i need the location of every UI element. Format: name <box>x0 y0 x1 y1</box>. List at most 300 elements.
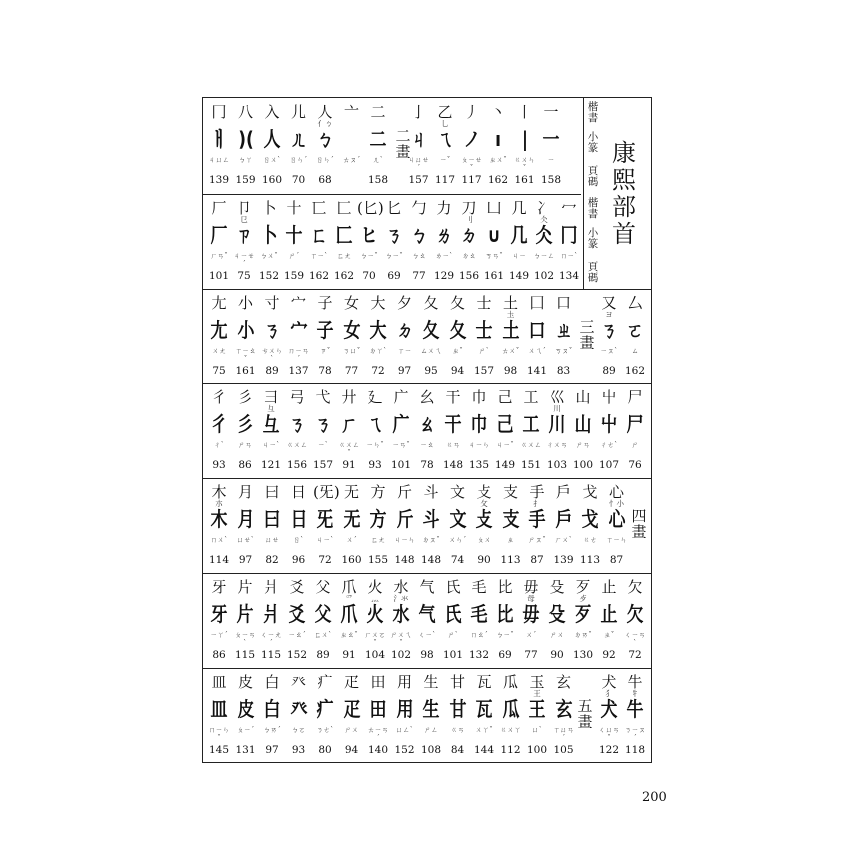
radical-kaishu: 入 <box>264 103 280 121</box>
radical-reading: ㄙ <box>631 347 639 355</box>
radical-page-ref: 139 <box>553 554 574 566</box>
radical-page-ref: 78 <box>318 365 332 377</box>
radical-page-ref: 90 <box>550 649 564 661</box>
radical-cell <box>207 98 231 194</box>
radical-page-ref: 100 <box>572 459 594 471</box>
radical-page-ref: 72 <box>371 365 385 377</box>
radical-cell <box>234 478 258 574</box>
legend-kai-label: 楷書 <box>587 101 599 124</box>
radical-seal: 比 <box>496 602 514 626</box>
radical-reading: ㄆㄨ <box>477 536 491 544</box>
radical-reading: ㄍㄨㄥ <box>520 441 542 449</box>
radical-kaishu: 皮 <box>237 673 253 691</box>
radical-seal: 心 <box>608 507 625 531</box>
radical-seal: 犬 <box>600 697 618 721</box>
radical-variant: 爫 <box>345 594 353 603</box>
radical-seal: 方 <box>369 507 387 531</box>
radical-reading: ㄙㄨㄟ <box>420 347 442 355</box>
radical-kaishu: 巛 <box>549 388 565 406</box>
radical-cell <box>482 194 506 290</box>
radical-reading: ㄕˋ <box>478 347 490 355</box>
radical-reading: ㄕˊ <box>288 252 300 260</box>
radical-cell <box>311 573 335 669</box>
radical-seal: 尸 <box>626 412 644 436</box>
radical-cell <box>282 194 306 290</box>
radical-kaishu: 疋 <box>343 673 359 691</box>
radical-page-ref: 72 <box>318 554 332 566</box>
radical-page-ref: 141 <box>526 365 548 377</box>
radical-variant: 亻ㄅ <box>317 119 333 128</box>
radical-page-ref: 122 <box>598 744 620 756</box>
radical-seal: 皿 <box>210 697 228 721</box>
radical-kaishu: 屮 <box>601 388 617 406</box>
radical-seal: 无 <box>343 507 360 531</box>
radical-kaishu: 匸 <box>311 199 327 217</box>
radical-seal: 几 <box>510 223 528 247</box>
radical-cell <box>525 668 549 764</box>
radical-seal: 文 <box>449 507 466 531</box>
radical-page-ref: 95 <box>424 365 438 377</box>
legend-page-label: 頁碼 <box>587 261 599 284</box>
radical-seal: 牙 <box>210 602 228 626</box>
radical-kaishu: 彐 <box>263 388 279 406</box>
radical-reading: ㄕㄥ <box>424 726 438 734</box>
radical-reading: ㄨㄚˇ <box>475 726 493 734</box>
radical-seal: ㄗ <box>235 223 253 247</box>
radical-seal: ㄋ <box>314 412 332 436</box>
radical-kaishu: 田 <box>370 673 386 691</box>
radical-cell <box>457 194 481 290</box>
radical-reading: ㄅㄧㄥ <box>533 252 555 260</box>
radical-kaishu: 方 <box>370 483 386 501</box>
radical-reading: ㄊㄡˊ <box>342 156 361 164</box>
radical-seal: 女 <box>343 318 360 342</box>
radical-seal: ㄟ <box>366 412 384 436</box>
radical-page-ref: 162 <box>487 174 509 186</box>
radical-kaishu: 勹 <box>411 199 427 217</box>
radical-seal: ㄋ <box>600 318 618 342</box>
radical-page-ref: 84 <box>450 744 465 756</box>
radical-cell <box>366 98 390 194</box>
radical-page-ref: 130 <box>572 649 594 661</box>
radical-cell <box>207 668 231 764</box>
radical-cell <box>287 98 311 194</box>
radical-seal: 夂 <box>449 318 466 342</box>
legend-kai-label: 楷書 <box>587 197 599 220</box>
radical-kaishu: 歹 <box>575 578 591 596</box>
radical-kaishu: 幺 <box>419 388 435 406</box>
radical-seal: ㄛ <box>626 318 644 342</box>
radical-page-ref: 80 <box>318 744 332 756</box>
radical-page-ref: 155 <box>367 554 389 566</box>
radical-seal: 木 <box>210 507 228 531</box>
radical-cell <box>493 383 517 479</box>
radical-seal: ㄉ <box>396 318 413 342</box>
radical-reading: ㄩˋ <box>531 726 543 734</box>
radical-cell <box>605 478 629 574</box>
radical-reading: ㄖㄣˊ <box>316 156 334 164</box>
radical-reading: ㄅㄧˇ <box>496 631 514 639</box>
radical-page-ref: 77 <box>412 270 426 282</box>
radical-page-ref: 97 <box>265 744 279 756</box>
radical-cell <box>493 573 517 669</box>
radical-page-ref: 102 <box>390 649 412 661</box>
radical-page-ref: 148 <box>442 459 464 471</box>
radical-reading: ㄆㄧㄢˋ <box>234 631 256 647</box>
radical-reading: ㄑㄧˋ <box>418 631 436 639</box>
radical-cell <box>499 478 523 574</box>
radical-variant: 攵 <box>480 499 488 508</box>
radical-seal: ㄌ <box>435 223 453 247</box>
radical-reading: ㄐㄩㄝˊ <box>408 156 429 172</box>
radical-reading: ㄩㄝ <box>265 536 279 544</box>
radical-reading: ㄐㄧㄣ <box>468 441 490 449</box>
radical-cell <box>623 573 647 669</box>
radical-reading: ㄖˋ <box>293 536 304 544</box>
radical-seal: ㄏ <box>340 412 358 436</box>
radical-reading: ㄧˋ <box>317 441 329 449</box>
radical-kaishu: 冖 <box>561 199 577 217</box>
radical-seal: ㄓ <box>555 318 572 342</box>
radical-variant: 川 <box>553 404 561 413</box>
radical-page-ref: 114 <box>208 554 230 566</box>
radical-reading: ㄕㄢ <box>238 441 252 449</box>
radical-kaishu: 廾 <box>341 388 357 406</box>
radical-reading: ㄇㄨˋ <box>210 536 228 544</box>
radical-page-ref: 139 <box>208 174 230 186</box>
radical-page-ref: 144 <box>473 744 495 756</box>
radical-seal: 爪 <box>340 602 358 626</box>
radical-reading: ㄆㄧˊ <box>236 726 255 734</box>
radical-kaishu: 彳 <box>211 388 227 406</box>
radical-page-ref: 156 <box>286 459 308 471</box>
radical-page-ref: 134 <box>558 270 580 282</box>
radical-reading: ㄑㄧㄢˋ <box>624 631 646 647</box>
radical-cell <box>340 668 364 764</box>
radical-page-ref: 157 <box>473 365 495 377</box>
radical-page-ref: 135 <box>468 459 490 471</box>
radical-reading: ㄐㄧㄝˊ <box>233 252 255 268</box>
radical-cell <box>389 573 413 669</box>
radical-cell <box>393 478 417 574</box>
radical-reading: ㄐㄩㄥ <box>208 156 230 164</box>
radical-reading: ㄔˋ <box>213 441 225 449</box>
radical-kaishu: 厂 <box>211 199 227 217</box>
radical-cell <box>260 478 284 574</box>
radical-seal: 川 <box>548 412 566 436</box>
radical-seal: 癶 <box>290 697 307 721</box>
radical-kaishu: 八 <box>237 103 253 121</box>
radical-seal: )( <box>237 127 254 151</box>
radical-cell <box>285 573 309 669</box>
radical-cell <box>233 573 257 669</box>
radical-reading: ㄑㄩㄢˇ <box>598 726 620 742</box>
radical-kaishu: 囗 <box>529 294 545 312</box>
radical-variant: 刂 <box>465 215 473 224</box>
radical-kaishu: 弓 <box>289 388 305 406</box>
radical-kaishu: 牙 <box>211 578 227 596</box>
radical-cell <box>340 478 364 574</box>
radical-reading: ㄨˊ <box>525 631 537 639</box>
radical-page-ref: 121 <box>260 459 282 471</box>
radical-kaishu: 毋 <box>523 578 539 596</box>
radical-reading: ㄏㄨˋ <box>554 536 573 544</box>
radical-page-ref: 149 <box>494 459 516 471</box>
radical-kaishu: 冫 <box>536 199 552 217</box>
radical-page-ref: 75 <box>212 365 226 377</box>
radical-page-ref: 160 <box>261 174 283 186</box>
radical-seal: ㄅ <box>410 223 428 247</box>
radical-kaishu: 木 <box>211 483 227 501</box>
radical-reading: ㄦˋ <box>372 156 384 164</box>
radical-reading: ㄐㄧˋ <box>316 536 334 544</box>
radical-seal: ㄋ <box>263 318 281 342</box>
radical-kaishu: 宀 <box>290 294 306 312</box>
radical-reading: ㄨㄣˊ <box>448 536 467 544</box>
radical-kaishu: 冂 <box>211 103 227 121</box>
radical-variant: 扌 <box>533 499 541 508</box>
radical-kaishu: 玄 <box>555 673 571 691</box>
radical-cell <box>432 194 456 290</box>
radical-kaishu: 爻 <box>289 578 305 596</box>
legend-seal-label: 小篆 <box>587 227 599 250</box>
stroke-count-label: 二 畫 <box>395 127 411 161</box>
radical-seal: 斤 <box>396 507 413 531</box>
radical-kaishu: 斤 <box>396 483 412 501</box>
radical-kaishu: 甘 <box>449 673 465 691</box>
radical-reading: ㄇㄧˋ <box>560 252 578 260</box>
radical-page-ref: 86 <box>212 649 226 661</box>
radical-seal: 夂 <box>422 318 440 342</box>
radical-reading: ㄔㄜˋ <box>600 441 618 449</box>
radical-cell <box>260 668 284 764</box>
radical-seal: 用 <box>396 697 413 721</box>
radical-seal: 卜 <box>260 223 278 247</box>
radical-kaishu: 山 <box>575 388 591 406</box>
radical-reading: ㄓˇ <box>452 347 463 355</box>
radical-kaishu: (旡) <box>313 483 340 501</box>
radical-reading: ㄎㄡˇ <box>554 347 573 355</box>
radical-variant: 犭 <box>605 689 613 698</box>
radical-cell <box>433 98 457 194</box>
radical-reading: ㄅㄨˇ <box>260 252 278 260</box>
radical-page-ref: 162 <box>308 270 330 282</box>
radical-seal: 屮 <box>600 412 618 436</box>
radical-kaishu: 丿 <box>463 103 479 121</box>
radical-reading: ㄧㄚˊ <box>210 631 228 639</box>
radical-reading: ㄈㄤ <box>337 252 351 260</box>
radical-reading: ㄇㄧㄣˇ <box>208 726 230 742</box>
radical-seal: 士 <box>475 318 493 342</box>
legend-divider <box>583 98 584 289</box>
radical-cell <box>307 194 331 290</box>
radical-page-ref: 129 <box>433 270 455 282</box>
radical-page-ref: 145 <box>208 744 230 756</box>
radical-cell <box>597 573 621 669</box>
page-number: 200 <box>642 790 667 805</box>
radical-cell <box>257 194 281 290</box>
radical-kaishu: 心 <box>608 483 624 501</box>
radical-reading: ㄍㄨㄣˇ <box>514 156 535 172</box>
radical-cell <box>486 98 510 194</box>
radical-reading: ㄒㄧㄠˇ <box>235 347 256 363</box>
radical-kaishu: 生 <box>423 673 439 691</box>
radical-table <box>202 97 652 763</box>
radical-kaishu: 乙 <box>437 103 453 121</box>
radical-seal: 彳 <box>210 412 228 436</box>
radical-seal: 一 <box>542 127 560 151</box>
radical-page-ref: 148 <box>394 554 415 566</box>
legend-page-label: 頁碼 <box>587 165 599 188</box>
radical-seal: 牛 <box>626 697 644 721</box>
radical-page-ref: 101 <box>442 649 464 661</box>
radical-cell <box>532 194 556 290</box>
radical-cell <box>207 194 231 290</box>
radical-variant: ヨ <box>605 310 613 319</box>
radical-page-ref: 104 <box>364 649 386 661</box>
radical-cell <box>415 573 439 669</box>
radical-page-ref: 78 <box>420 459 434 471</box>
radical-seal: 爻 <box>288 602 306 626</box>
radical-page-ref: 113 <box>579 554 601 566</box>
radical-cell <box>260 98 284 194</box>
radical-seal: 厂 <box>210 223 228 247</box>
page-title: 康 熙 部 首 <box>612 139 636 248</box>
radical-page-ref: 137 <box>288 365 309 377</box>
radical-kaishu: 曰 <box>264 483 280 501</box>
radical-cell <box>623 289 647 385</box>
radical-reading: ㄍㄢ <box>446 441 460 449</box>
radical-kaishu: 凵 <box>486 199 502 217</box>
radical-variant: 彑 <box>267 404 275 413</box>
radical-seal: 水 <box>392 602 410 626</box>
radical-kaishu: 二 <box>370 103 386 121</box>
radical-reading: ㄓㄨˇ <box>489 156 507 164</box>
radical-cell <box>545 573 569 669</box>
stroke-count-label: 三 畫 <box>579 318 595 352</box>
radical-cell <box>571 383 595 479</box>
radical-seal: 宀 <box>290 318 307 342</box>
radical-page-ref: 92 <box>602 649 616 661</box>
radical-variant: 歺 <box>579 594 587 603</box>
radical-reading: ㄨㄤ <box>212 347 226 355</box>
radical-variant: 忄小 <box>609 499 624 508</box>
radical-kaishu: 瓦 <box>476 673 492 691</box>
radical-kaishu: 口 <box>555 294 571 312</box>
radical-seal: ㄅ <box>316 127 334 151</box>
radical-cell <box>259 573 283 669</box>
radical-kaishu: 厶 <box>627 294 643 312</box>
radical-reading: ㄧˇ <box>439 156 451 164</box>
radical-page-ref: 131 <box>235 744 256 756</box>
radical-seal: ㄐ <box>410 127 427 151</box>
radical-cell <box>557 194 581 290</box>
radical-kaishu: 瓜 <box>502 673 518 691</box>
radical-cell <box>623 383 647 479</box>
radical-reading: ㄧㄢˇ <box>392 441 410 449</box>
radical-cell <box>285 383 309 479</box>
radical-reading: ㄓ <box>507 536 514 544</box>
radical-kaishu: 大 <box>370 294 386 312</box>
radical-page-ref: 94 <box>344 744 359 756</box>
radical-kaishu: 又 <box>601 294 617 312</box>
radical-reading: ㄧㄠˊ <box>288 631 306 639</box>
radical-page-ref: 91 <box>342 459 356 471</box>
radical-kaishu: 氏 <box>445 578 461 596</box>
radical-cell <box>382 194 406 290</box>
radical-cell <box>337 383 361 479</box>
radical-kaishu: 夂 <box>449 294 465 312</box>
radical-seal: ㅐ <box>210 127 228 151</box>
radical-kaishu: 攴 <box>476 483 492 501</box>
radical-page-ref: 101 <box>390 459 412 471</box>
radical-cell <box>393 289 417 385</box>
radical-seal: 瓦 <box>475 697 493 721</box>
radical-kaishu: 巾 <box>471 388 487 406</box>
radical-page-ref: 152 <box>394 744 415 756</box>
radical-page-ref: 158 <box>540 174 562 186</box>
radical-reading: ㄖㄣˊ <box>289 156 308 164</box>
radical-reading: ㄕ <box>631 441 639 449</box>
radical-variant: 王 <box>533 689 541 698</box>
radical-seal: 毋 <box>522 602 540 626</box>
radical-seal: 白 <box>263 697 281 721</box>
radical-page-ref: 70 <box>362 270 376 282</box>
radical-seal: 瓜 <box>502 697 519 721</box>
radical-page-ref: 98 <box>420 649 434 661</box>
radical-kaishu: 癶 <box>290 673 306 691</box>
radical-cell <box>623 668 647 764</box>
radical-kaishu: 水 <box>393 578 409 596</box>
radical-kaishu: 无 <box>343 483 359 501</box>
radical-kaishu: 干 <box>445 388 461 406</box>
radical-seal: 父 <box>314 602 332 626</box>
radical-reading: ㄖㄨˋ <box>263 156 281 164</box>
radical-seal: 巾 <box>470 412 488 436</box>
radical-kaishu: 犬 <box>601 673 617 691</box>
radical-page-ref: 93 <box>368 459 382 471</box>
radical-reading: ㄅㄠ <box>412 252 426 260</box>
radical-kaishu: 殳 <box>549 578 565 596</box>
radical-cell <box>313 98 337 194</box>
radical-reading: ㄉㄡˇ <box>422 536 440 544</box>
radical-seal: 尢 <box>210 318 228 342</box>
radical-kaishu: 戶 <box>555 483 571 501</box>
radical-kaishu: 疒 <box>317 673 333 691</box>
radical-kaishu: 丶 <box>490 103 506 121</box>
radical-kaishu: 片 <box>237 578 253 596</box>
radical-seal: 月 <box>237 507 254 531</box>
radical-cell <box>287 668 311 764</box>
radical-page-ref: 148 <box>420 554 442 566</box>
radical-page-ref: 72 <box>628 649 642 661</box>
radical-seal: 歹 <box>574 602 592 626</box>
radical-reading: ㄅㄧˇ <box>385 252 403 260</box>
radical-kaishu: 女 <box>343 294 359 312</box>
radical-reading: ㄒㄧˋ <box>310 252 328 260</box>
radical-kaishu: 匕 <box>386 199 402 217</box>
radical-kaishu: 工 <box>523 388 539 406</box>
radical-cell <box>539 98 563 194</box>
radical-reading: ㄕㄢ <box>576 441 590 449</box>
radical-reading: ㄐㄧ <box>512 252 526 260</box>
radical-kaishu: 子 <box>317 294 333 312</box>
radical-page-ref: 161 <box>514 174 535 186</box>
radical-seal: 皮 <box>237 697 254 721</box>
radical-seal: 口 <box>528 318 546 342</box>
radical-kaishu: 亅 <box>410 103 426 121</box>
radical-cell <box>234 98 258 194</box>
